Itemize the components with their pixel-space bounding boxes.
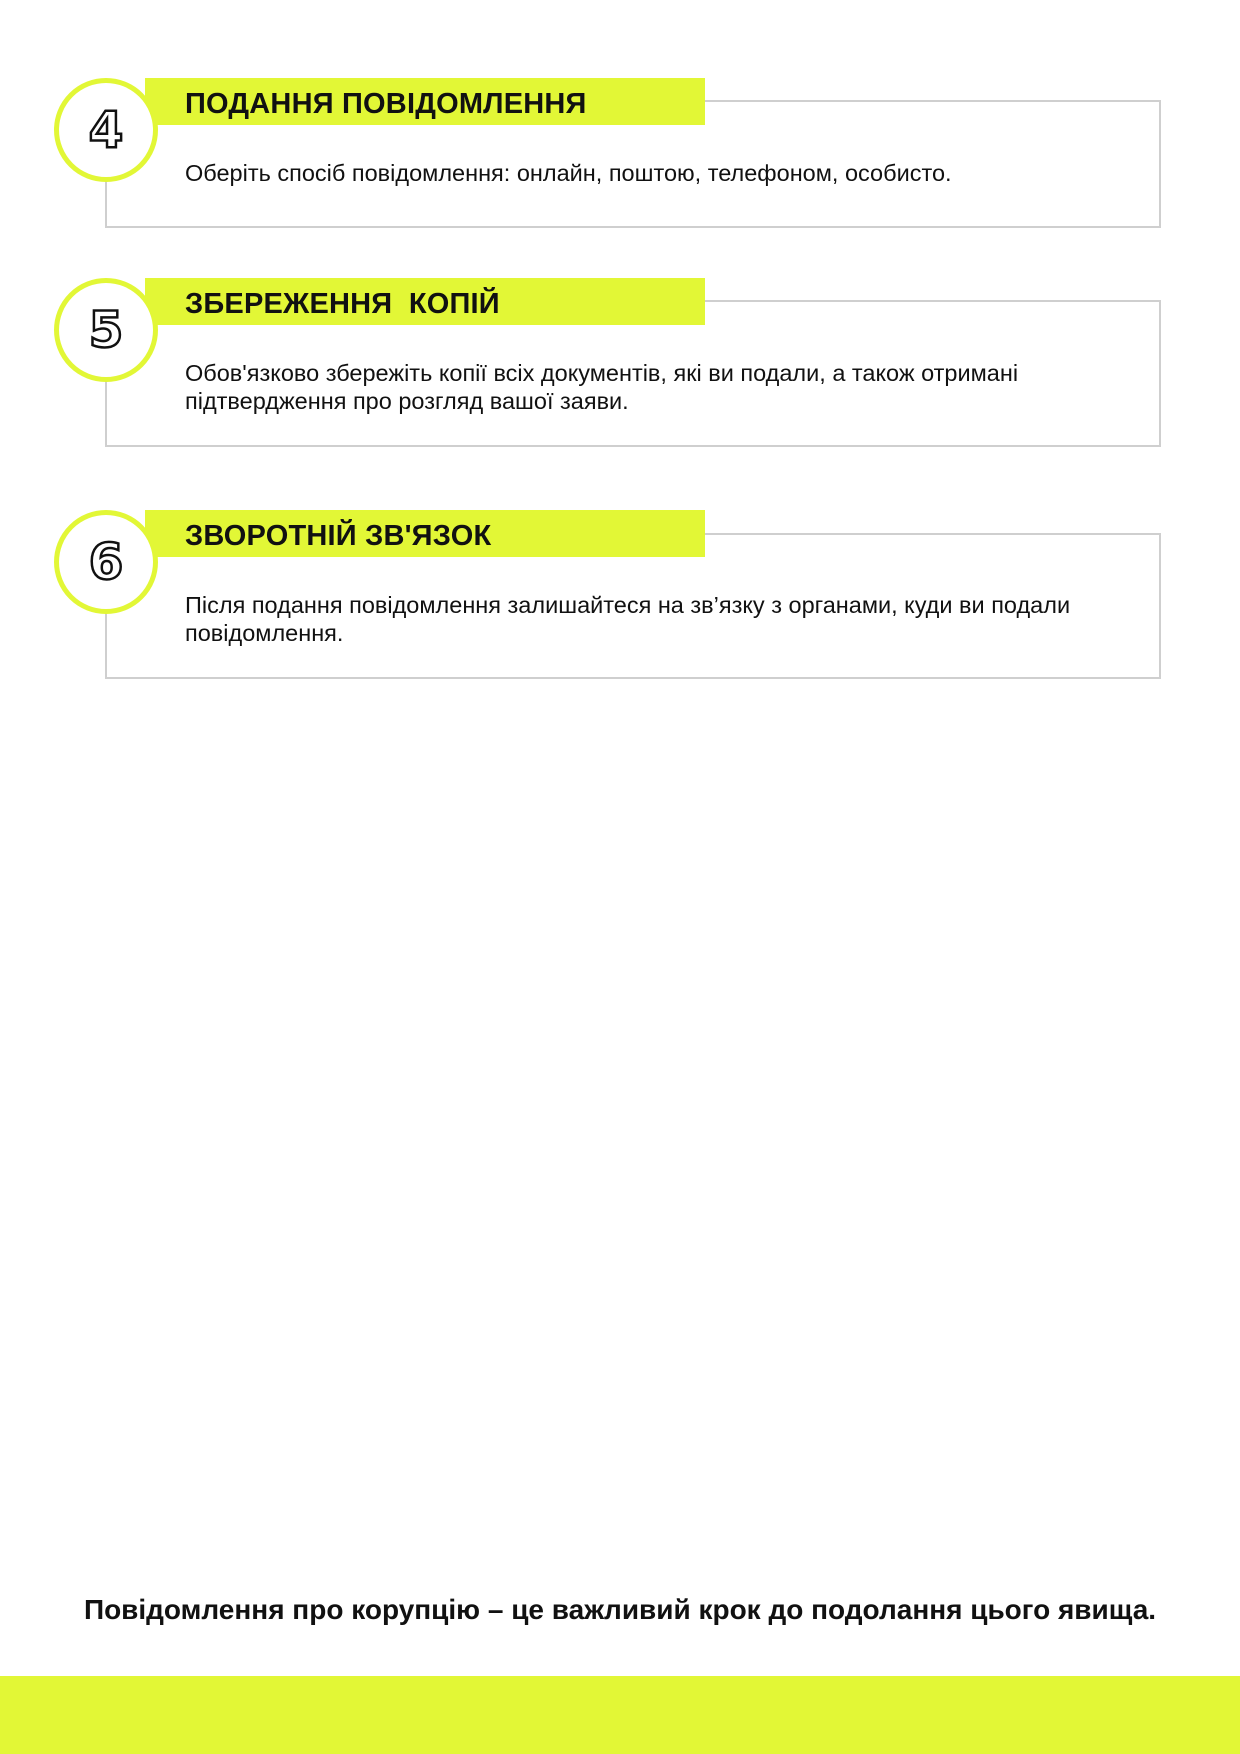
step-5-number-badge	[54, 278, 158, 382]
step-5-text: Обов'язково збережіть копії всіх документів, які ви подали, а також отримані підтвердження про розгляд вашої заяви.	[185, 360, 1019, 414]
step-4-text: Оберіть спосіб повідомлення: онлайн, поштою, телефоном, особисто.	[185, 160, 952, 186]
step-6-number-badge	[54, 510, 158, 614]
step-4-title: ПОДАННЯ ПОВІДОМЛЕННЯ	[185, 88, 587, 120]
step-5-number: 5	[88, 301, 124, 359]
footer-statement: Повідомлення про корупцію – це важливий крок до подолання цього явища.	[83, 1594, 1157, 1625]
step-6-title: ЗВОРОТНІЙ ЗВ'ЯЗОК	[185, 520, 492, 552]
step-4-number: 4	[88, 101, 124, 159]
step-6-number: 6	[88, 533, 124, 591]
step-4-number-badge	[54, 78, 158, 182]
step-5-title: ЗБЕРЕЖЕННЯ КОПІЙ	[185, 288, 500, 320]
footer-accent-band	[0, 1676, 1240, 1754]
step-6-text: Після подання повідомлення залишайтеся на зв’язку з органами, куди ви подали повідомлення.	[185, 592, 1071, 646]
